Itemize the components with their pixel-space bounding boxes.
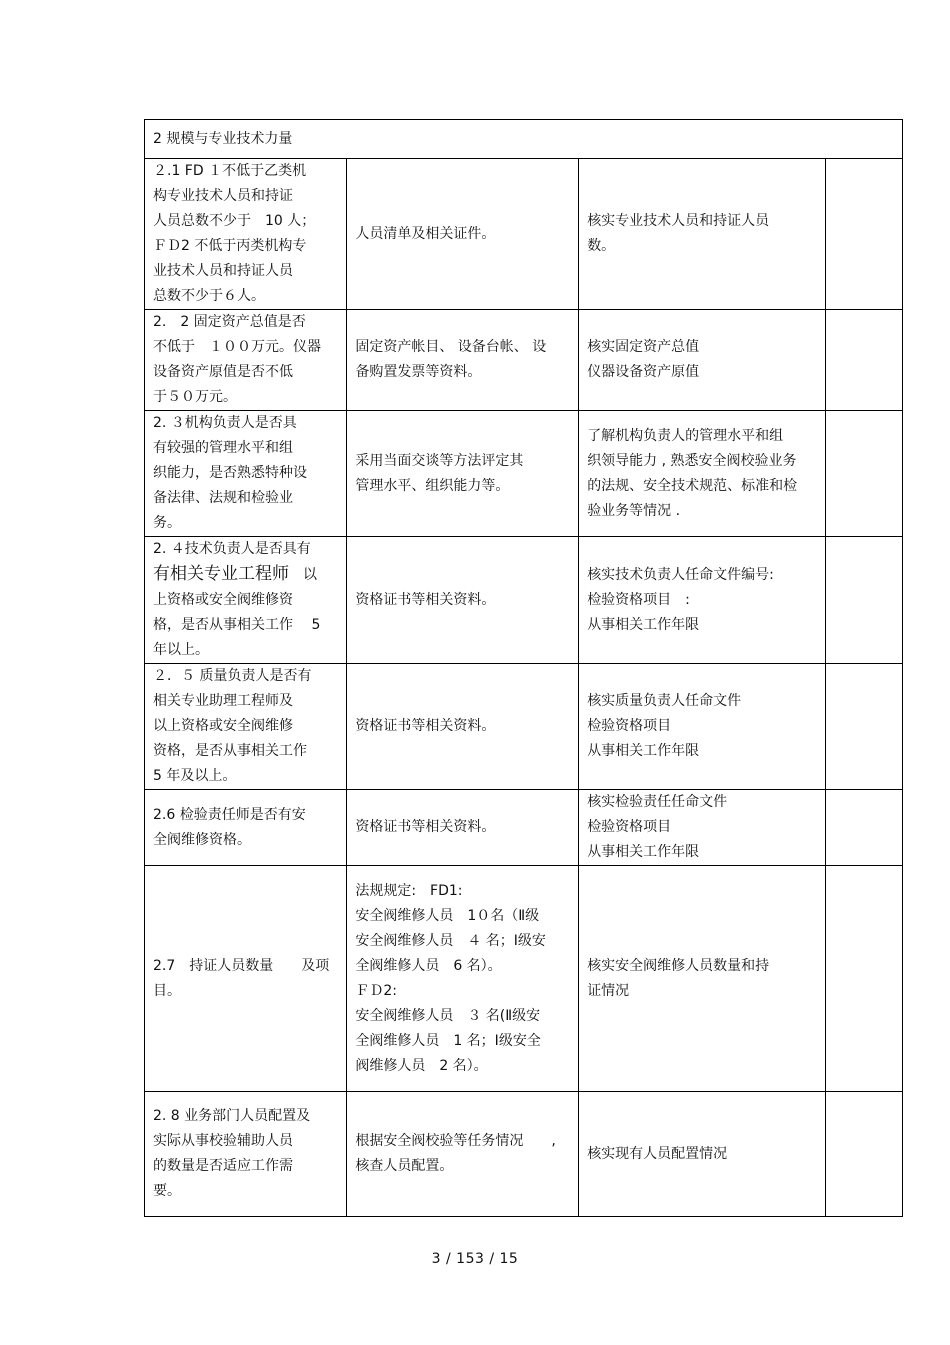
method-cell: 根据安全阀校验等任务情况 , 核查人员配置。 <box>347 1092 579 1217</box>
check-cell: 核实技术负责人任命文件编号: 检验资格项目 : 从事相关工作年限 <box>579 537 826 664</box>
method-cell: 采用当面交谈等方法评定其 管理水平、组织能力等。 <box>347 411 579 537</box>
check-cell: 核实专业技术人员和持证人员 数。 <box>579 159 826 310</box>
method-cell: 法规规定: FD1: 安全阀维修人员 1０名（Ⅱ级 安全阀维修人员 ４ 名；Ⅰ级安 全阀维修人员 6 名）。 ＦＤ2: 安全阀维修人员 ３ 名(Ⅱ级安 全阀维修人员 1 名；Ⅰ级安全 阀维修人员 2 名）。 <box>347 866 579 1092</box>
section-header-row <box>145 120 903 159</box>
item-cell: ２．５ 质量负责人是否有 相关专业助理工程师及 以上资格或安全阀维修 资格，是否从事相关工作 5 年及以上。 <box>145 664 347 790</box>
table-row <box>145 411 903 537</box>
check-cell: 核实固定资产总值 仪器设备资产原值 <box>579 310 826 411</box>
item-line: 2. ４技术负责人是否具有 <box>153 541 311 557</box>
item-cell: 2.6 检验责任师是否有安 全阀维修资格。 <box>145 790 347 866</box>
check-cell: 了解机构负责人的管理水平和组 织领导能力 , 熟悉安全阀校验业务 的法规、安全技术规范、标准和检 验业务等情况 . <box>579 411 826 537</box>
result-cell <box>826 537 903 664</box>
item-cell: ２.1 FD １不低于乙类机 构专业技术人员和持证 人员总数不少于 10 人； ＦＤ2 不低于丙类机构专 业技术人员和持证人员 总数不少于６人。 <box>145 159 347 310</box>
check-cell: 核实检验责任任命文件 检验资格项目 从事相关工作年限 <box>579 790 826 866</box>
table-row <box>145 159 903 310</box>
table-row <box>145 866 903 1092</box>
result-cell <box>826 159 903 310</box>
method-cell: 固定资产帐目、 设备台帐、 设 备购置发票等资料。 <box>347 310 579 411</box>
table-row <box>145 1092 903 1217</box>
item-cell: 2. 8 业务部门人员配置及 实际从事校验辅助人员 的数量是否适应工作需 要。 <box>145 1092 347 1217</box>
method-cell: 人员清单及相关证件。 <box>347 159 579 310</box>
result-cell <box>826 411 903 537</box>
item-cell: 2. 2 固定资产总值是否 不低于 １００万元。仪器 设备资产原值是否不低 于５０万元。 <box>145 310 347 411</box>
method-cell: 资格证书等相关资料。 <box>347 664 579 790</box>
review-table <box>144 119 903 1217</box>
item-line: 上资格或安全阀维修资 格，是否从事相关工作 5 年以上。 <box>153 592 321 658</box>
table-row <box>145 790 903 866</box>
result-cell <box>826 1092 903 1217</box>
section-title: 2 规模与专业技术力量 <box>145 120 903 159</box>
table-row <box>145 310 903 411</box>
method-cell: 资格证书等相关资料。 <box>347 790 579 866</box>
result-cell <box>826 310 903 411</box>
result-cell <box>826 790 903 866</box>
item-cell: 2. ３机构负责人是否具 有较强的管理水平和组 织能力，是否熟悉特种设 备法律、法规和检验业 务。 <box>145 411 347 537</box>
check-cell: 核实现有人员配置情况 <box>579 1092 826 1217</box>
item-cell: 2.7 持证人员数量 及项 目。 <box>145 866 347 1092</box>
table-row <box>145 537 903 664</box>
table-row <box>145 664 903 790</box>
check-cell: 核实安全阀维修人员数量和持 证情况 <box>579 866 826 1092</box>
check-cell: 核实质量负责人任命文件 检验资格项目 从事相关工作年限 <box>579 664 826 790</box>
result-cell <box>826 664 903 790</box>
item-line: 以 <box>289 567 317 583</box>
method-cell: 资格证书等相关资料。 <box>347 537 579 664</box>
item-emphasis: 有相关专业工程师 <box>153 564 289 584</box>
item-cell <box>145 537 347 664</box>
page-number: 3 / 153 / 15 <box>431 1251 519 1267</box>
result-cell <box>826 866 903 1092</box>
